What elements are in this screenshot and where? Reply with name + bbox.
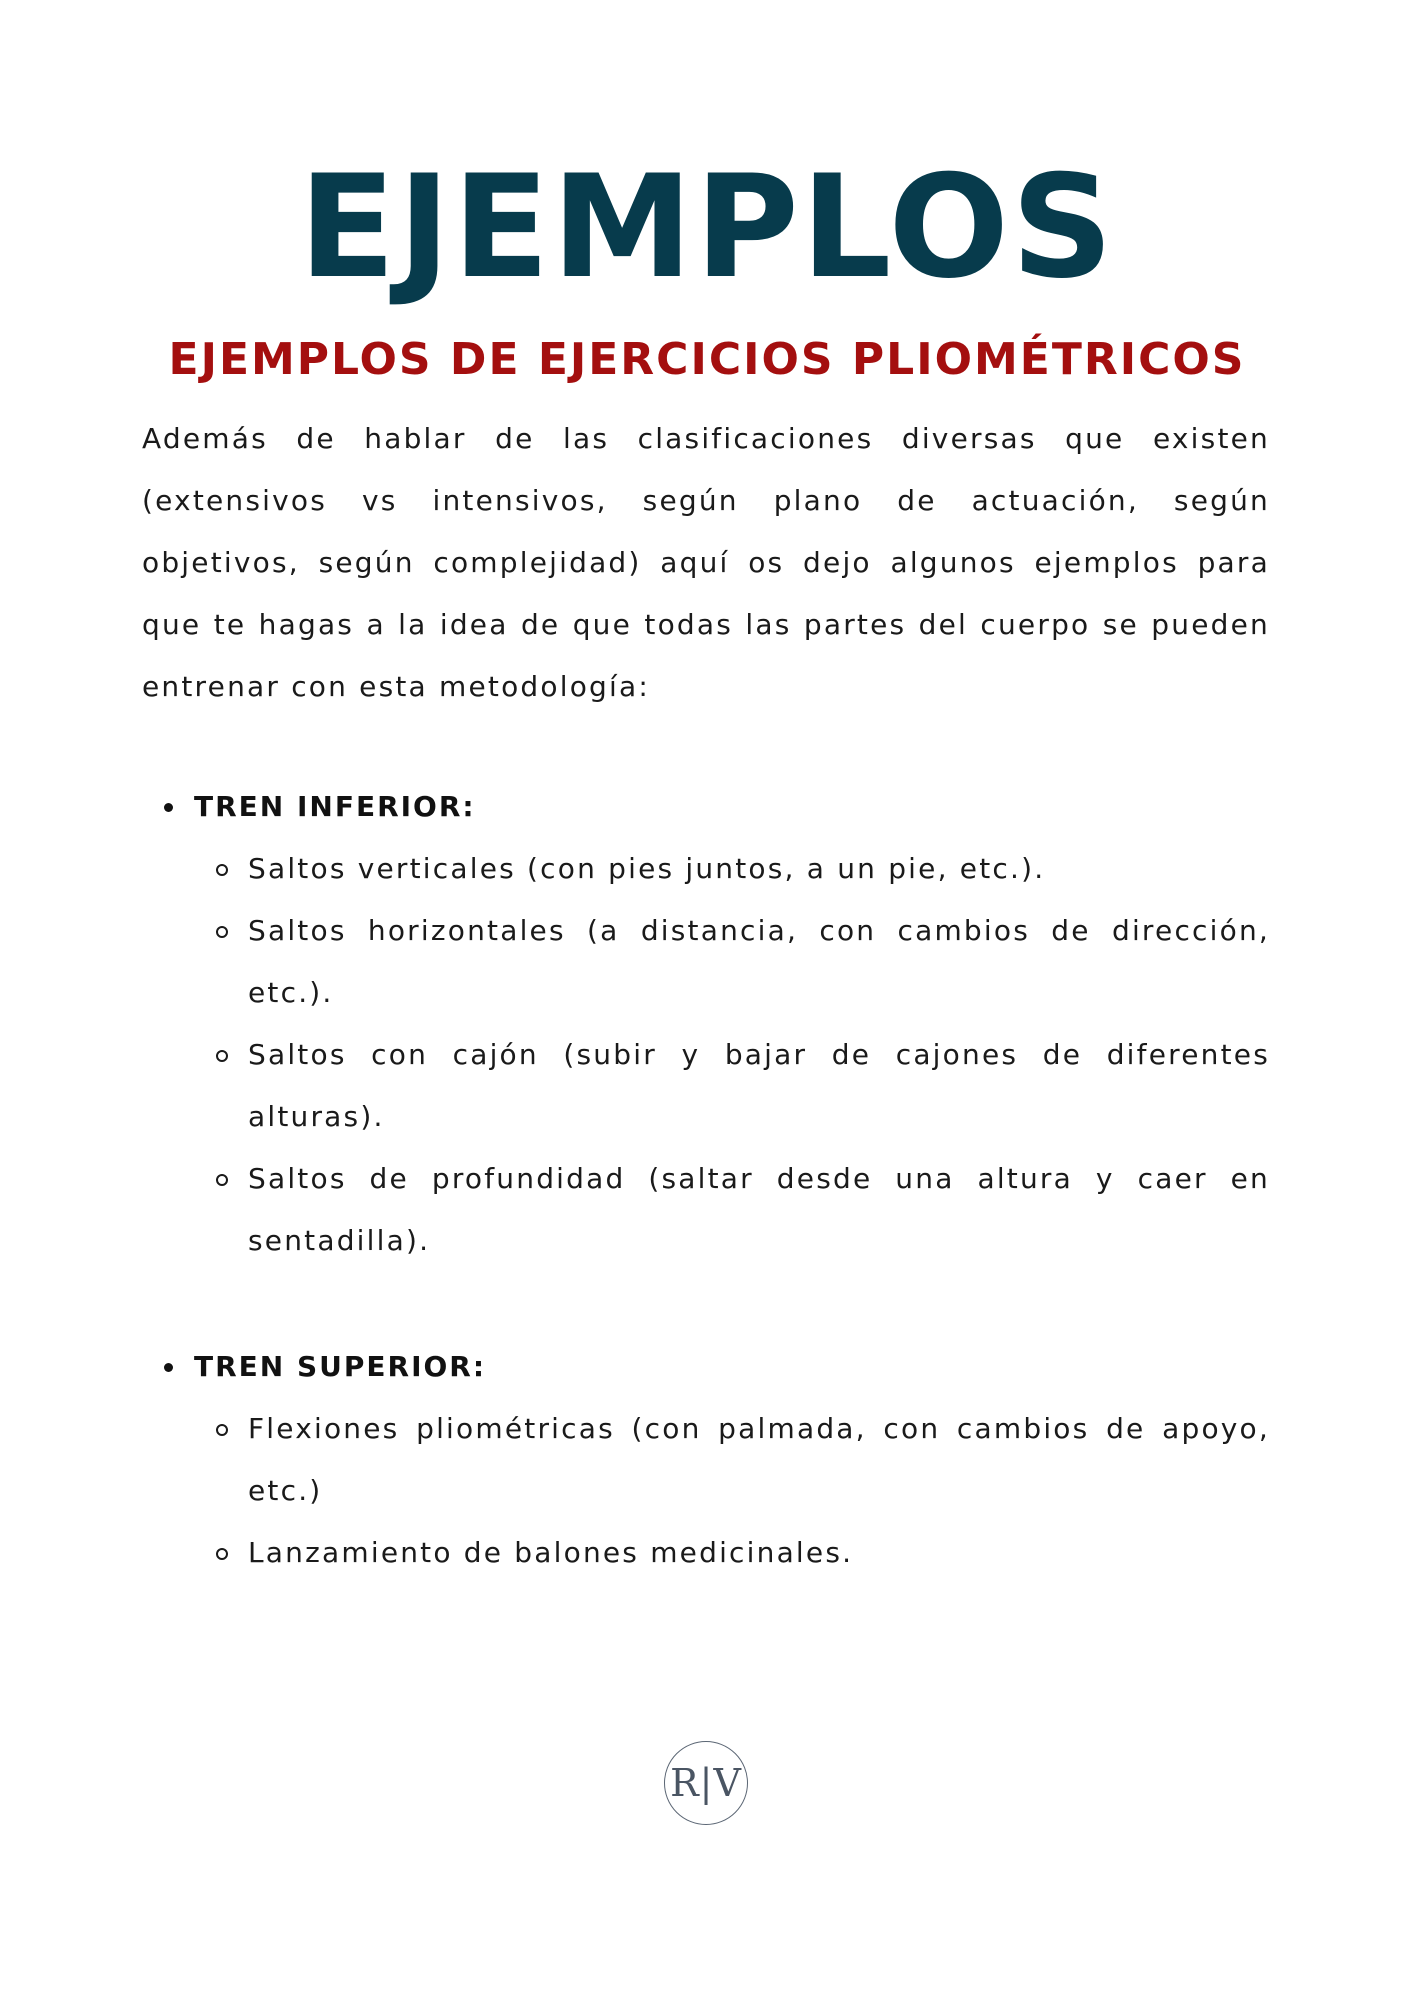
hollow-bullet-icon <box>216 1174 228 1186</box>
list-item-text: Saltos de profundidad (saltar desde una altura y caer en sentadilla). <box>248 1162 1270 1257</box>
group-heading-label: TREN INFERIOR: <box>194 790 476 823</box>
list-item <box>142 1148 1270 1272</box>
list-item-text: Saltos con cajón (subir y bajar de cajones de diferentes alturas). <box>248 1038 1270 1133</box>
list-item <box>142 838 1270 900</box>
hollow-bullet-icon <box>216 926 228 938</box>
sub-list-container <box>142 838 1270 1272</box>
list-item <box>142 1522 1270 1584</box>
list-item <box>142 1398 1270 1522</box>
intro-paragraph: Además de hablar de las clasificaciones diversas que existen (extensivos vs intensivos, según plano de actuación, según objetivos, según complejidad) aquí os dejo algunos ejemplos para que te hagas a la idea de que todas las partes del cuerpo se pueden entrenar con esta metodología: <box>142 422 1270 703</box>
sub-list-container <box>142 1398 1270 1584</box>
page-title: EJEMPLOS <box>298 145 1116 310</box>
group-heading-tren-superior <box>142 1336 1270 1398</box>
section-subtitle: EJEMPLOS DE EJERCICIOS PLIOMÉTRICOS <box>168 334 1246 385</box>
hollow-bullet-icon <box>216 1050 228 1062</box>
list-item-text: Lanzamiento de balones medicinales. <box>248 1536 854 1569</box>
rv-logo <box>664 1741 748 1825</box>
list-item-text: Saltos horizontales (a distancia, con cambios de dirección, etc.). <box>248 914 1270 1009</box>
list-item-text: Saltos verticales (con pies juntos, a un pie, etc.). <box>248 852 1046 885</box>
list-item-text: Flexiones pliométricas (con palmada, con cambios de apoyo, etc.) <box>248 1412 1270 1507</box>
logo-monogram: R|V <box>670 1761 742 1805</box>
hollow-bullet-icon <box>216 1548 228 1560</box>
bullet-dot-icon <box>164 1363 173 1372</box>
group-heading-tren-inferior <box>142 776 1270 838</box>
list-tren-inferior <box>142 776 1270 1272</box>
group-heading-label: TREN SUPERIOR: <box>194 1350 487 1383</box>
bullet-dot-icon <box>164 803 173 812</box>
list-item <box>142 1024 1270 1148</box>
list-tren-superior <box>142 1336 1270 1584</box>
sub-list-tren-superior <box>142 1398 1270 1584</box>
hollow-bullet-icon <box>216 1424 228 1436</box>
sub-list-tren-inferior <box>142 838 1270 1272</box>
hollow-bullet-icon <box>216 864 228 876</box>
list-item <box>142 900 1270 1024</box>
